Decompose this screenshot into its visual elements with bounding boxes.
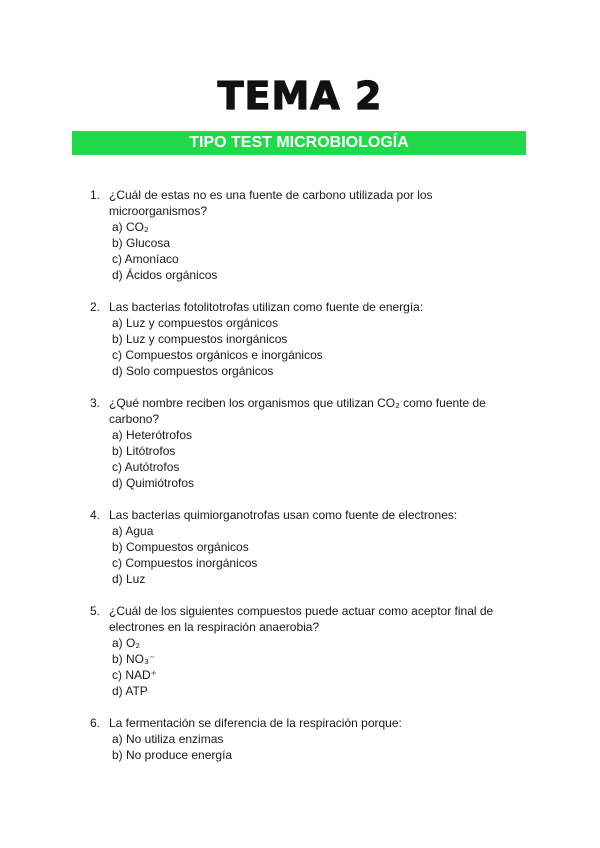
question-text: La fermentación se diferencia de la respiración porque: — [109, 716, 402, 730]
question-number: 1. — [90, 188, 101, 202]
question-4 — [90, 507, 510, 587]
question-text: ¿Qué nombre reciben los organismos que utilizan CO₂ como fuente de carbono? — [109, 396, 486, 426]
answer-option: b) Luz y compuestos inorgánicos — [112, 332, 288, 346]
answer-option: b) Compuestos orgánicos — [112, 540, 249, 554]
question-text: ¿Cuál de estas no es una fuente de carbono utilizada por los microorganismos? — [109, 188, 433, 218]
question-number: 4. — [90, 508, 101, 522]
answer-option: a) O₂ — [112, 636, 140, 650]
answer-option: a) Luz y compuestos orgánicos — [112, 316, 279, 330]
answer-option: a) Heterótrofos — [112, 428, 193, 442]
answer-option: a) CO₂ — [112, 220, 149, 234]
question-1 — [90, 187, 510, 283]
answer-option: d) Ácidos orgánicos — [112, 268, 218, 282]
answer-option: c) Compuestos inorgánicos — [112, 556, 258, 570]
question-3 — [90, 395, 510, 491]
question-text: Las bacterias fotolitotrofas utilizan como fuente de energía: — [109, 300, 424, 314]
answer-option: b) Litótrofos — [112, 444, 176, 458]
question-number: 6. — [90, 716, 101, 730]
answer-option: d) Solo compuestos orgánicos — [112, 364, 274, 378]
answer-option: b) Glucosa — [112, 236, 171, 250]
question-list — [90, 187, 510, 779]
question-5 — [90, 603, 510, 699]
question-text: Las bacterias quimiorganotrofas usan como fuente de electrones: — [109, 508, 458, 522]
question-text: ¿Cuál de los siguientes compuestos puede actuar como aceptor final de electrones en la respiración anaerobia? — [109, 604, 494, 634]
answer-option: c) NAD⁺ — [112, 668, 157, 682]
answer-option: b) No produce energía — [112, 748, 233, 762]
question-number: 2. — [90, 300, 101, 314]
answer-option: d) ATP — [112, 684, 148, 698]
answer-option: d) Luz — [112, 572, 146, 586]
answer-option: b) NO₃⁻ — [112, 652, 156, 666]
answer-option: c) Compuestos orgánicos e inorgánicos — [112, 348, 323, 362]
answer-option: c) Autótrofos — [112, 460, 180, 474]
subtitle-banner: TIPO TEST MICROBIOLOGÍA — [72, 131, 526, 155]
answer-option: a) Agua — [112, 524, 154, 538]
page-title: TEMA 2 — [217, 74, 383, 118]
question-6 — [90, 715, 510, 763]
answer-option: a) No utiliza enzimas — [112, 732, 224, 746]
answer-option: d) Quimiótrofos — [112, 476, 195, 490]
question-2 — [90, 299, 510, 379]
question-number: 5. — [90, 604, 101, 618]
answer-option: c) Amoníaco — [112, 252, 179, 266]
question-number: 3. — [90, 396, 101, 410]
